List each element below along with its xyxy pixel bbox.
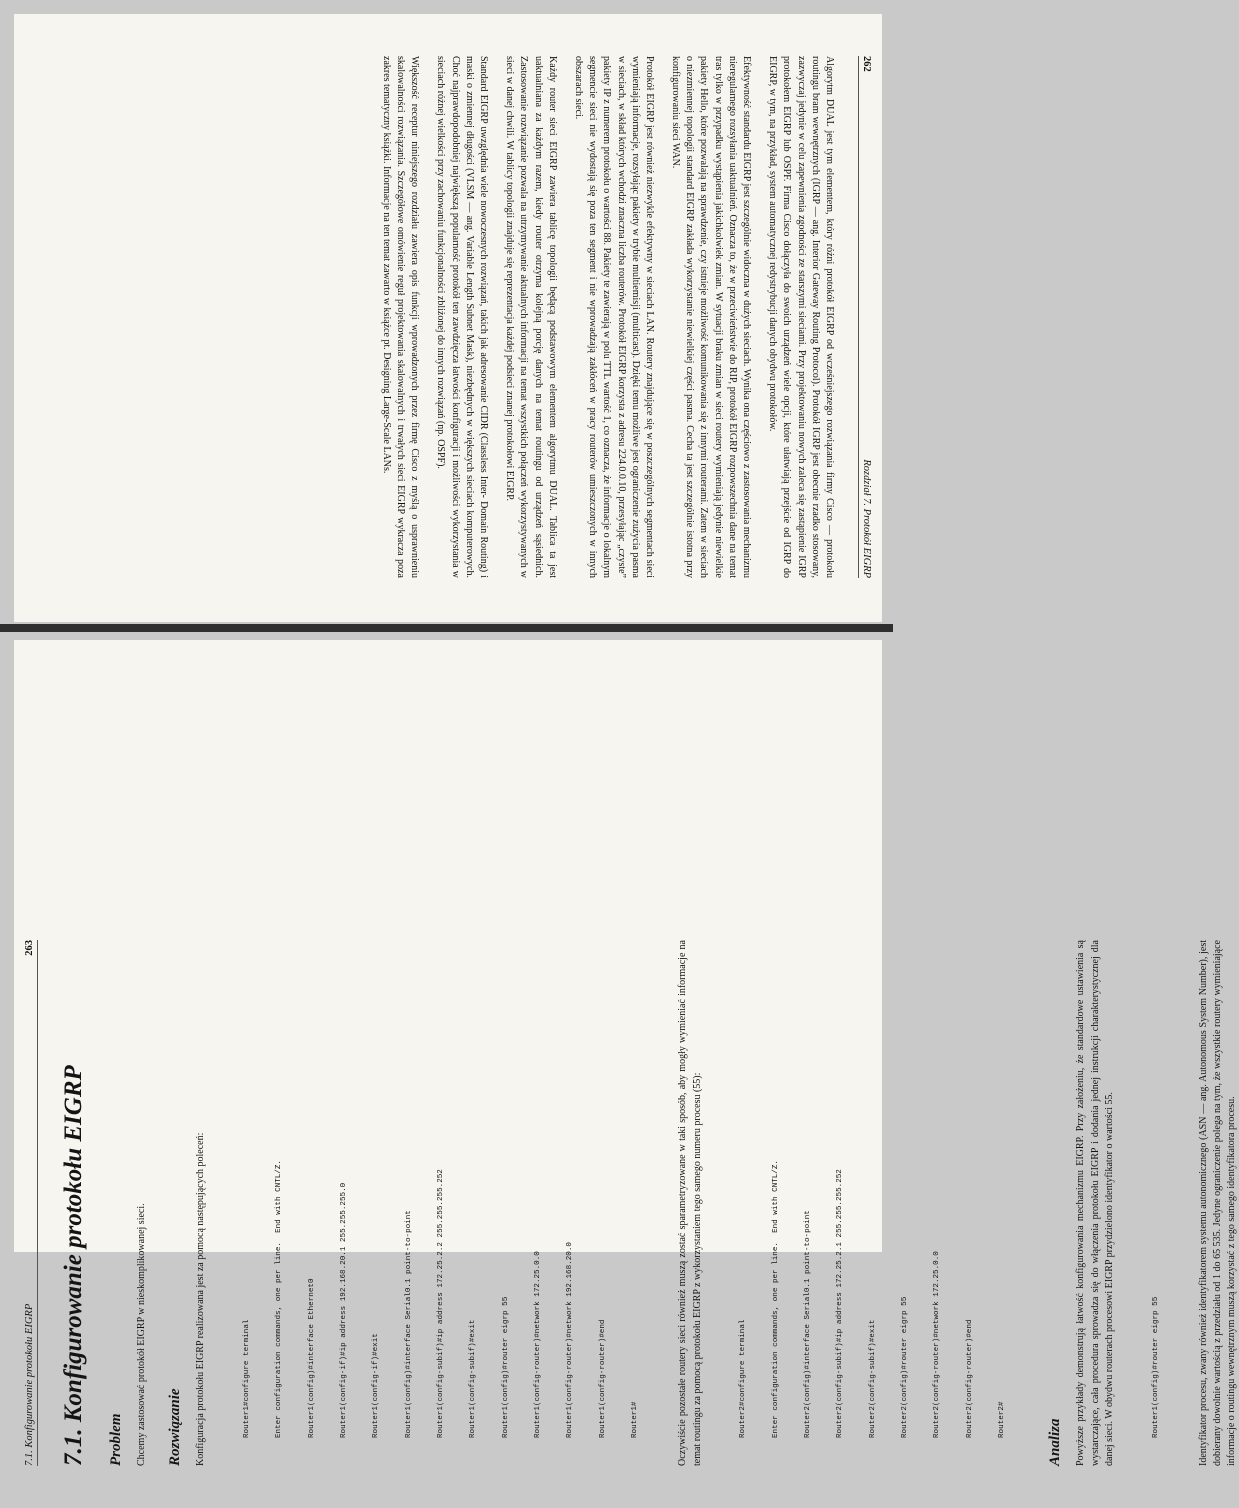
code-line: Router2(config)#interface Serial0.1 point-to-point [804,1210,813,1438]
section-title: 7.1. Konfigurowanie protokołu EIGRP [60,1065,87,1466]
left-page [14,14,882,622]
code-line: Router1(config-if)#exit [372,1333,381,1438]
problem-text: Chcemy zastosować protokół EIGRP w nieskomplikowanej sieci. [136,1203,147,1466]
code-line: Router2#configure terminal [739,1319,748,1438]
code-line: Router2(config-router)#end [965,1319,974,1438]
analysis-heading: Analiza [1047,1418,1064,1466]
running-header [858,56,872,578]
code-line: Router2(config)#router eigrp 55 [901,1296,910,1438]
code-line: Enter configuration commands, one per line. End with CNTL/Z. [771,1160,780,1438]
code-block-router2 [717,940,1030,1438]
code-line: Router1#configure terminal [242,1319,251,1438]
code-line: Router1(config-subif)#exit [469,1319,478,1438]
solution-heading: Rozwiązanie [167,1388,184,1466]
code-line: Router2(config-subif)#ip address 172.25.2.1 255.255.255.252 [836,1169,845,1438]
solution-intro: Konfiguracja protokołu EIGRP realizowana jest za pomocą następujących poleceń: [195,1132,207,1466]
code-line: Router1(config-if)#ip address 192.168.20.1 255.255.255.0 [339,1182,348,1438]
code-line: Router1(config-router)#network 172.25.0.0 [534,1251,543,1438]
code-line: Router1(config-router)#network 192.168.20.0 [566,1242,575,1438]
paragraph: Większość receptur niniejszego rozdziału zawiera opis funkcji wprowadzonych przez firmę Cisco z myślą o usprawnieniu skalowalności rozwiązania. Szczegółowe omówienie reguł projektowania skalowalnych i trwałych sieci EIGRP wykracza poza zakres tematyczny książki. Informacje na ten temat zawarto w książce pt. Designing Large-Scale LANs. [380,56,421,578]
code-line: Router1(config-subif)#ip address 172.25.2.2 255.255.255.252 [437,1169,445,1438]
analysis-text: Powyższe przykłady demonstrują łatwość konfigurowania mechanizmu EIGRP. Przy założeniu, że standardowe ustawienia są wystarczające, cała procedura sprowadza się do włączenia protokołu EIGRP i dodania jednej instrukcji charakterystycznej dla danej sieci. W obydwu routerach procesowi EIGRP przydzielono identyfikator o wartości 55. [1075,940,1115,1466]
paragraph: Standard EIGRP uwzględnia wiele nowoczesnych rozwiązań, takich jak adresowanie CIDR (Classless Inter- Domain Routing) i maski o zmiennej długości (VLSM — ang. Variable Length Subnet Mask), niezbędnych w większych sieciach komputerowych. Choć najprawdopodobniej największą popularność protokół ten zawdzięcza łatwości konfiguracji i możliwości wykorzystania w sieciach różnej wielkości przy zachowaniu funkcjonalności zbliżonej do innych rozwiązań (np. OSPF). [435,56,490,578]
code-line: Router1(config)#router eigrp 55 [1151,1296,1160,1438]
code-line: Router1(config)#router eigrp 55 [501,1296,510,1438]
page-number: 263 [24,940,35,956]
code-line: Router1(config)#interface Ethernet0 [307,1278,316,1438]
code-line: Router2(config-router)#network 172.25.0.0 [933,1251,942,1438]
code-line: Router1(config)#interface Serial0.1 point-to-point [404,1210,413,1438]
code-line: Router1(config-router)#end [598,1319,607,1438]
right-page [14,640,1238,1466]
final-text: Identyfikator procesu, zwany również identyfikatorem systemu autonomicznego (ASN — ang. Autonomous System Number), jest dobierany dowolnie wartością z przedziału od 1 do 65 535. Jedyne ograniczenie polega na tym, że wszystkie routery wymieniające informacje o routingu wewnętrznym muszą korzystać z tego samego identyfikatora procesu. [1197,940,1238,1466]
code-line: Router2# [998,1401,1007,1438]
problem-heading: Problem [108,1413,124,1466]
book-fold-divider [0,624,893,632]
paragraph: Każdy router sieci EIGRP zawiera tablicę topologii będącą podstawowym elementem algorytmu DUAL. Tablica ta jest uaktualniana za każdym razem, kiedy router otrzyma kolejną porcję danych na temat routingu od urządzeń sąsiednich. Zastosowanie rozwiązanie pozwala na utrzymywanie aktualnych informacji na temat wszystkich połączeń wykorzystywanych w sieci w danej chwili. W tablicy topologii znajduje się reprezentacja każdej podsieci znanej protokołowi EIGRP. [504,56,558,578]
paragraph: Algorytm DUAL jest tym elementem, który różni protokół EIGRP od wcześniejszego rozwiązania firmy Cisco — protokołu routingu bram wewnętrznych (IGRP — ang. Interior Gateway Routing Protocol). Protokół IGRP jest obecnie rzadko stosowany, zazwyczaj jedynie w celu zapewnienia zgodności ze starszymi sieciami. Przy projektowaniu nowych zaleca się zastąpienie IGRP protokołem EIGRP lub OSPF. Firma Cisco dołączyła do swoich urządzeń wiele opcji, które ułatwiają przejście od IGRP do EIGRP, w tym, na przykład, system automatycznej redystrybucji danych obydwu protokołów. [767,56,835,578]
code-block-example [1129,940,1183,1438]
paragraph: Protokół EIGRP jest również niezwykle efektywny w sieciach LAN. Routery znajdujące się w poszczególnych segmentach sieci wymieniają informacje, rozsyłając pakiety w trybie multiemisji (multicast). Dzięki temu możliwe jest ograniczenie zużycia pasma w sieciach, w skład których wchodzi znaczna liczba routerów. Protokół EIGRP korzysta z adresu 224.0.0.10, przesyłając „czyste” pakiety IP z numerem protokołu o wartości 88. Pakiety te zawierają w polu TTL wartość 1, co oznacza, że informacje o lokalnym segmencie sieci nie wydostają się poza ten segment i nie wprowadzają zakłóceń w pracy routerów umieszczonych w innych obszarach sieci. [573,56,655,578]
page-number: 262 [861,56,872,72]
running-header [24,940,38,1466]
middle-text: Oczywiście pozostałe routery sieci również muszą zostać sparametryzowane w taki sposób, aby mogły wymieniać informacje na temat routingu za pomocą protokołu EIGRP z wykorzystaniem tego samego numeru procesu (55): [677,940,703,1466]
code-line: Router1# [631,1401,640,1438]
code-block-router1 [220,940,662,1438]
chapter-title-header: Rozdział 7. Protokół EIGRP [861,459,872,578]
paragraph: Efektywność standardu EIGRP jest szczególnie widoczna w dużych sieciach. Wynika ona częściowo z zastosowania mechanizmu nieregularnego rozsyłania uaktualnień. Oznacza to, że w przeciwieństwie do RIP, protokół EIGRP rozpowszechnia dane na temat tras tylko w przypadku wystąpienia jakichkolwiek zmian. W sytuacji braku zmian w sieci routery wymieniają jedynie niewielkie pakiety Hello, które pozwalają na sprawdzenie, czy istnieje możliwość komunikowania się z innymi routerami. Zatem w sieciach o niezmiennej topologii standard EIGRP zakłada wykorzystanie niewielkiej części pasma. Cecha ta jest szczególnie istotna przy konfigurowaniu sieci WAN. [670,56,753,578]
code-line: Router2(config-subif)#exit [868,1319,877,1438]
section-title-header: 7.1. Konfigurowanie protokołu EIGRP [24,1303,35,1466]
code-line: Enter configuration commands, one per line. End with CNTL/Z. [275,1160,284,1438]
